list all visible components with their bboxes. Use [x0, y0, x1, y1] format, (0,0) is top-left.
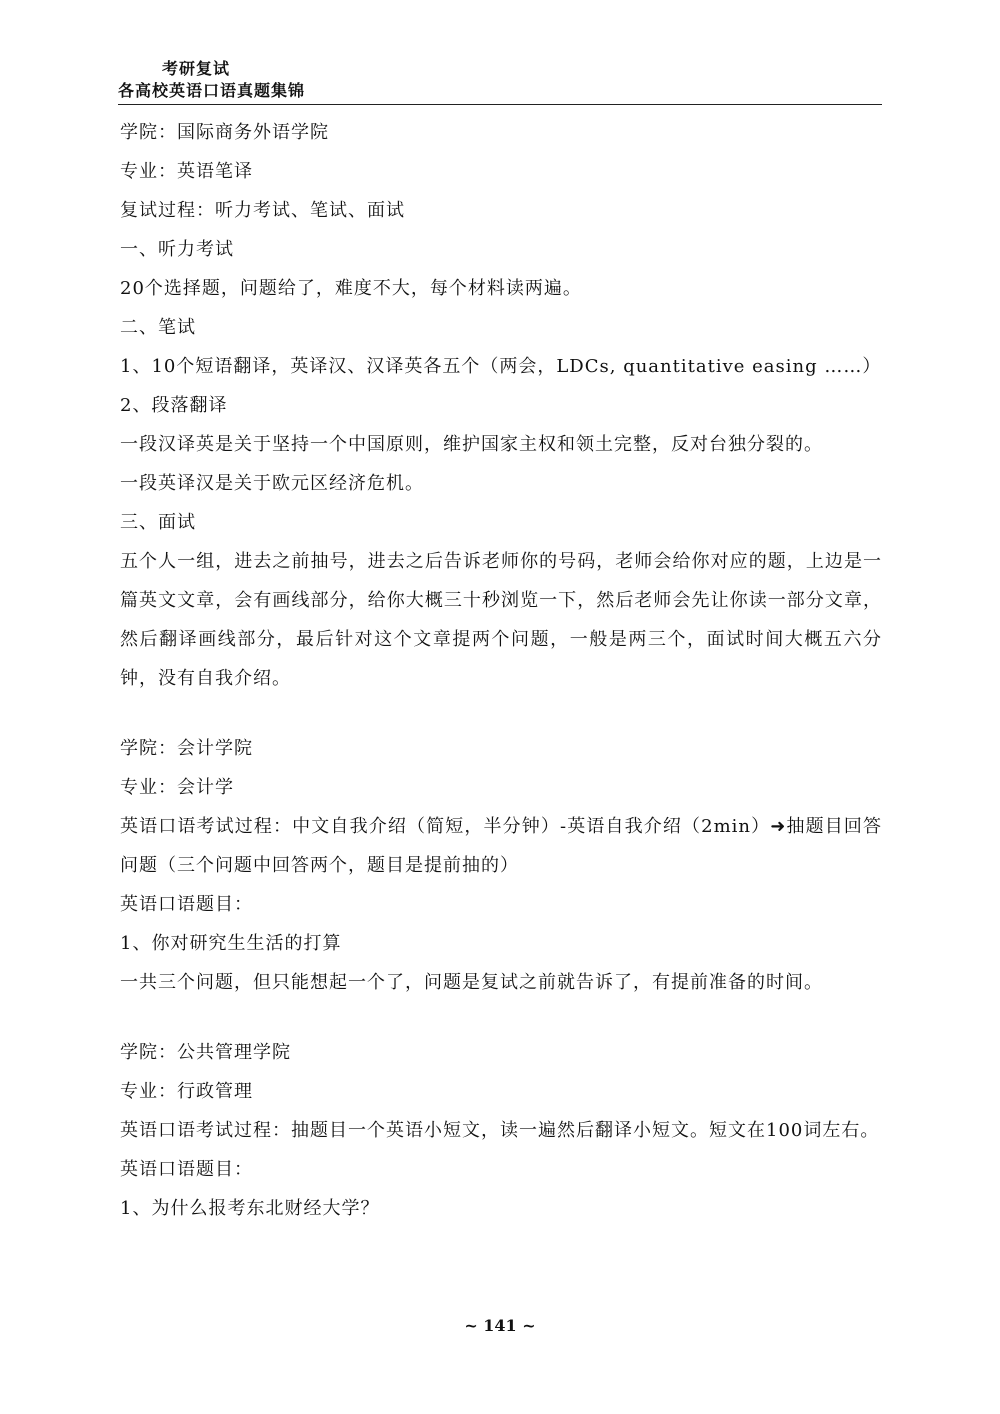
college-line: 学院：会计学院	[120, 738, 253, 759]
header-rule	[118, 104, 882, 105]
part-text: 一段英译汉是关于欧元区经济危机。	[120, 473, 424, 494]
part-title: 一、听力考试	[120, 239, 234, 260]
major-line: 专业：行政管理	[120, 1081, 253, 1102]
process-line: 复试过程：听力考试、笔试、面试	[120, 200, 405, 221]
section-international-business	[120, 113, 882, 698]
part-title: 二、笔试	[120, 317, 196, 338]
section-accounting	[120, 729, 882, 1002]
list-item: 1、为什么报考东北财经大学？	[120, 1198, 380, 1219]
interview-paragraph: 五个人一组，进去之前抽号，进去之后告诉老师你的号码，老师会给你对应的题，上边是一篇英文文章，会有画线部分，给你大概三十秒浏览一下，然后老师会先让你读一部分文章，然后翻译画线部分，最后针对这个文章提两个问题，一般是两三个，面试时间大概五六分钟，没有自我介绍。	[120, 551, 882, 689]
topics-title: 英语口语题目：	[120, 894, 253, 915]
page-number: ~ 141 ~	[464, 1316, 536, 1335]
major-line: 专业：会计学	[120, 777, 234, 798]
list-item: 1、10个短语翻译，英译汉、汉译英各五个（两会，LDCs, quantitative easing ……）	[120, 356, 882, 377]
topics-title: 英语口语题目：	[120, 1159, 253, 1180]
note-text: 一共三个问题，但只能想起一个了，问题是复试之前就告诉了，有提前准备的时间。	[120, 972, 823, 993]
list-item: 2、段落翻译	[120, 395, 228, 416]
page-header	[118, 58, 305, 102]
college-line: 学院：公共管理学院	[120, 1042, 291, 1063]
process-paragraph: 英语口语考试过程：抽题目一个英语小短文，读一遍然后翻译小短文。短文在100词左右。	[120, 1120, 880, 1141]
process-paragraph: 英语口语考试过程：中文自我介绍（简短，半分钟）-英语自我介绍（2min）➜抽题目回答问题（三个问题中回答两个，题目是提前抽的）	[120, 816, 882, 876]
part-text: 一段汉译英是关于坚持一个中国原则，维护国家主权和领土完整，反对台独分裂的。	[120, 434, 823, 455]
part-title: 三、面试	[120, 512, 196, 533]
section-public-administration	[120, 1033, 882, 1228]
part-text: 20个选择题，问题给了，难度不大，每个材料读两遍。	[120, 278, 582, 299]
header-subtitle: 各高校英语口语真题集锦	[118, 81, 306, 100]
page-body	[120, 113, 882, 1228]
header-title: 考研复试	[162, 59, 231, 78]
major-line: 专业：英语笔译	[120, 161, 253, 182]
list-item: 1、你对研究生生活的打算	[120, 933, 342, 954]
college-line: 学院：国际商务外语学院	[120, 122, 329, 143]
